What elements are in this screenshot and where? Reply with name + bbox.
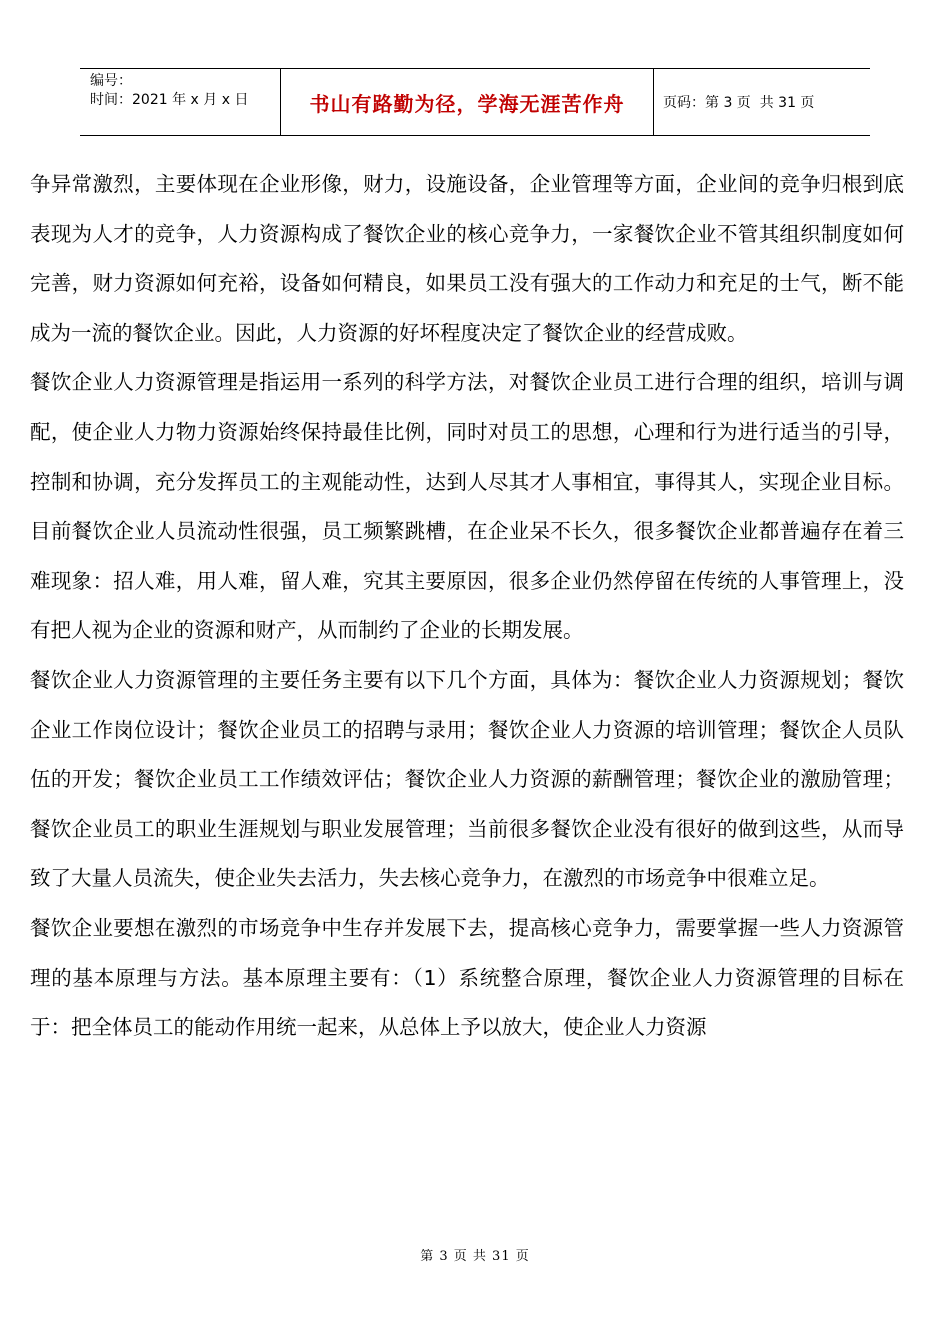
page-header — [80, 68, 870, 136]
header-meta-cell — [80, 69, 281, 135]
page-footer — [0, 1245, 950, 1264]
header-page-info: 页码：第 3 页 共 31 页 — [663, 95, 815, 111]
header-page-cell — [654, 69, 870, 135]
body-paragraph-1: 争异常激烈，主要体现在企业形像，财力，设施设备，企业管理等方面，企业间的竞争归根到底表现为人才的竞争，人力资源构成了餐饮企业的核心竞争力，一家餐饮企业不管其组织制度如何完善，财力资源如何充裕，设备如何精良，如果员工没有强大的工作动力和充足的士气，断不能成为一流的餐饮企业。因此，人力资源的好坏程度决定了餐饮企业的经营成败。 — [30, 172, 904, 345]
footer-page-number: 第 3 页 共 31 页 — [420, 1249, 530, 1264]
header-motto-cell — [281, 69, 654, 135]
body-paragraph-4: 餐饮企业要想在激烈的市场竞争中生存并发展下去，提高核心竞争力，需要掌握一些人力资源管理的基本原理与方法。基本原理主要有：（1）系统整合原理，餐饮企业人力资源管理的目标在于：把全体员工的能动作用统一起来，从总体上予以放大，使企业人力资源 — [30, 915, 904, 1040]
document-time-label: 时间：2021 年 x 月 x 日 — [90, 92, 249, 108]
header-motto: 书山有路勤为径，学海无涯苦作舟 — [309, 91, 625, 116]
document-number-label: 编号： — [90, 73, 132, 89]
document-body — [30, 160, 904, 1053]
body-paragraph-3: 餐饮企业人力资源管理的主要任务主要有以下几个方面，具体为：餐饮企业人力资源规划；餐饮企业工作岗位设计；餐饮企业员工的招聘与录用；餐饮企业人力资源的培训管理；餐饮企人员队伍的开发；餐饮企业员工工作绩效评估；餐饮企业人力资源的薪酬管理；餐饮企业的激励管理；餐饮企业员工的职业生涯规划与职业发展管理；当前很多餐饮企业没有很好的做到这些，从而导致了大量人员流失，使企业失去活力，失去核心竞争力，在激烈的市场竞争中很难立足。 — [30, 667, 904, 891]
body-paragraph-2: 餐饮企业人力资源管理是指运用一系列的科学方法，对餐饮企业员工进行合理的组织，培训与调配，使企业人力物力资源始终保持最佳比例，同时对员工的思想，心理和行为进行适当的引导，控制和协调，充分发挥员工的主观能动性，达到人尽其才人事相宜，事得其人，实现企业目标。目前餐饮企业人员流动性很强，员工频繁跳槽，在企业呆不长久，很多餐饮企业都普遍存在着三难现象：招人难，用人难，留人难，究其主要原因，很多企业仍然停留在传统的人事管理上，没有把人视为企业的资源和财产，从而制约了企业的长期发展。 — [30, 370, 904, 643]
